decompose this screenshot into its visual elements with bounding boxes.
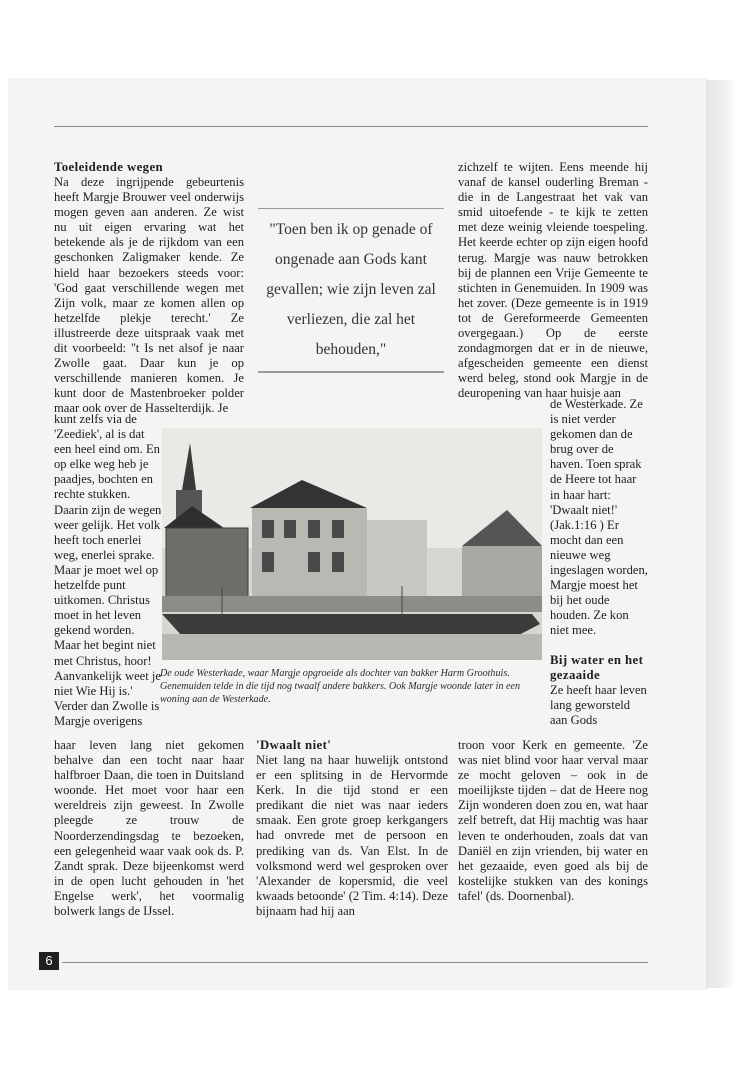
column-right-wrap bbox=[550, 397, 648, 728]
paragraph-zwolle: haar leven lang niet gekomen behalve dan een tocht naar haar halfbroer Daan, die toen in Duitsland woonde. Het moet voor haar een wereldreis zijn geweest. In Zwolle pleegde ze trouw de Noorderzendingsdag te bezoeken, een gelegenheid waar vaak ook ds. P. Zandt sprak. Deze bijeenkomst werd in de open lucht gehouden in 'het Engelse werk', het voormalig bolwerk langs de IJssel. bbox=[54, 738, 244, 919]
top-rule bbox=[54, 126, 648, 127]
paragraph-geworsteld: Ze heeft haar leven lang geworsteld aan Gods bbox=[550, 682, 647, 727]
column-left-bottom bbox=[54, 738, 244, 919]
photo-caption: De oude Westerkade, waar Margje opgroeide als dochter van bakker Harm Groothuis. Genemuiden telde in die tijd nog twaalf andere bakkers. Ook Margje woonde later in een woning aan de Westerkade. bbox=[160, 668, 521, 706]
column-left-wrap bbox=[54, 412, 162, 729]
paragraph-dwaalt-niet: Niet lang na haar huwelijk ontstond er een splitsing in de Hervormde Kerk. In die tijd stond er een predikant die niet was naar ieders smaak. Een grote groep kerkgangers had onvrede met de persoon en prediking van ds. Van Elst. In de volksmond werd wel gesproken over 'Alexander de kopersmid, die veel kwaads betoonde' (2 Tim. 4:14). Deze bijnaam had hij aan bbox=[256, 753, 448, 918]
section-heading-dwaalt-niet: 'Dwaalt niet' bbox=[256, 738, 332, 752]
pull-quote: "Toen ben ik op genade of ongenade aan Gods kant gevallen; wie zijn leven zal verliezen, die zal het behouden," bbox=[258, 208, 444, 373]
paragraph-zeediek: kunt zelfs via de 'Zeediek', al is dat een heel eind om. En op elke weg heb je paadjes, bochten en rechte stukken. Daarin zijn de wegen weer gelijk. Het volk heeft toch enerlei weg, enerlei sprake. Maar je moet wel op hetzelfde punt uitkomen. Christus moet in het leven gekend worden. Maar het begint niet met Christus, hoor! Aanvankelijk weet je niet Wie Hij is.' Verder dan Zwolle is Margje overigens bbox=[54, 412, 162, 728]
paragraph-vrije-gemeente: zichzelf te wijten. Eens meende hij vanaf de kansel ouderling Breman - die in de Langestraat het vak van smid uitoefende - te kijk te zetten met deze weinig vleiende toespeling. Het keerde echter op zijn eigen hoofd terug. Margje was nauw betrokken bij de plannen een Vrije Gemeente te stichten in Genemuiden. In 1909 was het zover. (Deze gemeente is in 1919 tot de Gereformeerde Gemeenten overgegaan.) Op de eerste zondagmorgen dat er in de nieuwe, afgescheiden gemeente een dienst werd beleg, stond ook Margje in de deuropening van haar huisje aan bbox=[458, 160, 648, 401]
bottom-rule bbox=[62, 962, 648, 963]
page-edge bbox=[706, 80, 736, 988]
paragraph-troon: troon voor Kerk en gemeente. 'Ze was niet blind voor haar verval maar ze mocht geloven – ook in de moeilijkste tijden – dat de Heere nog Zijn wonderen doen zou en, wat haar zelf betreft, dat Hij machtig was haar leven te onderhouden, zoals dat van Daniël en zijn vrienden, bij water en het gezaaide, even goed als bij de kostelijke stukken van des konings tafel' (ds. Doornenbal). bbox=[458, 738, 648, 903]
photo-westerkade bbox=[162, 428, 542, 660]
section-heading-toeleidende-wegen: Toeleidende wegen bbox=[54, 160, 164, 174]
column-left bbox=[54, 160, 244, 417]
column-right bbox=[458, 160, 648, 402]
section-heading-bij-water: Bij water en het gezaaide bbox=[550, 652, 644, 682]
column-middle bbox=[256, 738, 448, 919]
page-number: 6 bbox=[39, 952, 59, 970]
paragraph-westerkade: de Westerkade. Ze is niet verder gekomen dan de brug over de haven. Toen sprak de Heere tot haar in haar hart: 'Dwaalt niet!' (Jak.1:16 ) Er mocht dan een nieuwe weg ingeslagen worden, Margje moest het bij het oude houden. Ze kon niet mee. bbox=[550, 397, 648, 638]
column-right-bottom bbox=[458, 738, 648, 904]
paragraph-toeleidende-wegen: Na deze ingrijpende gebeurtenis heeft Margje Brouwer veel onderwijs mogen geven aan anderen. Ze wist nu uit eigen ervaring wat het betekende als je de rijkdom van een geschonken Zaligmaker kende. Ze hield haar bezoekers steeds voor: 'God gaat verschillende wegen met Zijn volk, maar ze komen allen op hetzelfde plekje terecht.' Ze illustreerde deze uitspraak vaak met dit voorbeeld: ''t Is net alsof je naar Zwolle gaat. Daar kun je op verschillende manieren komen. Je kunt door de Mastenbroeker polder maar ook over de Hasselterdijk. Je bbox=[54, 175, 244, 416]
